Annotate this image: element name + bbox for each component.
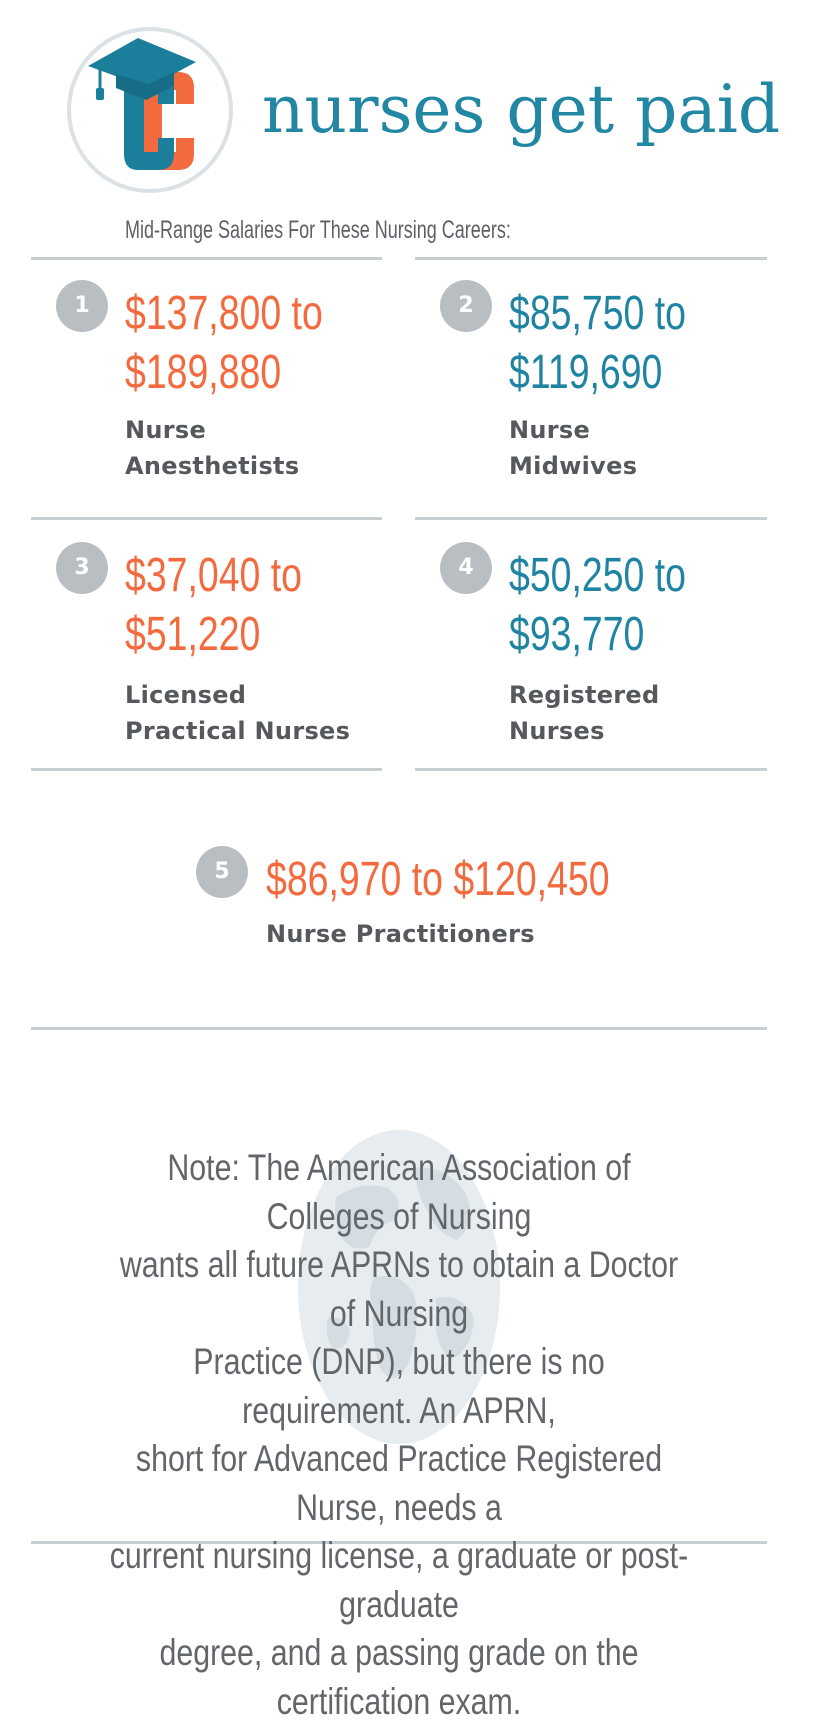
salary-range: $86,970 to $120,450 (266, 853, 610, 906)
career-title (509, 412, 637, 484)
career-title-line: Anesthetists (125, 452, 300, 480)
career-title-line: Midwives (509, 452, 638, 480)
career-title (125, 412, 299, 484)
career-card-5 (196, 846, 676, 966)
note-line: current nursing license, a graduate or post-graduate (109, 1535, 689, 1625)
note-line: Practice (DNP), but there is no requirement. An APRN, (193, 1341, 605, 1431)
divider-middle-right (415, 517, 767, 520)
page-subtitle: Mid-Range Salaries For These Nursing Careers: (125, 216, 511, 244)
rank-badge: 4 (440, 542, 492, 594)
salary-to: $51,220 (125, 608, 261, 661)
rank-badge: 3 (56, 542, 108, 594)
page-title: nurses get paid (262, 71, 781, 148)
salary-from: $137,800 to (125, 287, 323, 340)
career-title: Nurse Practitioners (266, 920, 535, 948)
career-title (509, 677, 660, 749)
salary-to: $119,690 (509, 346, 663, 399)
career-title (125, 677, 350, 749)
salary-range (509, 284, 790, 402)
salary-to: $93,770 (509, 608, 645, 661)
career-title-line: Nurses (509, 717, 605, 745)
career-card-1 (32, 260, 384, 490)
salary-from: $85,750 to (509, 287, 686, 340)
career-title-line: Nurse (509, 416, 591, 444)
career-card-2 (416, 260, 768, 490)
salary-from: $50,250 to (509, 549, 686, 602)
salary-range (509, 546, 790, 664)
salary-range (125, 284, 406, 402)
logo (66, 26, 234, 194)
career-card-4 (416, 522, 768, 752)
note-line: Note: The American Association of Colleges of Nursing (167, 1147, 631, 1237)
salary-to: $189,880 (125, 346, 282, 399)
rank-badge: 2 (440, 280, 492, 332)
career-title-line: Practical Nurses (125, 717, 351, 745)
note-paragraph (105, 1144, 694, 1726)
divider-lower-left (31, 768, 382, 771)
divider-lower-right (415, 768, 767, 771)
rank-badge: 5 (196, 846, 248, 898)
career-title-line: Licensed (125, 681, 247, 709)
note-line: wants all future APRNs to obtain a Doctor of Nursing (119, 1244, 679, 1334)
career-card-3 (32, 522, 384, 752)
career-title-line: Registered (509, 681, 660, 709)
salary-from: $37,040 to (125, 549, 302, 602)
note-line: short for Advanced Practice Registered Nurse, needs a (135, 1438, 663, 1528)
note-line: degree, and a passing grade on the certification exam. (159, 1632, 639, 1722)
salary-range (125, 546, 406, 664)
rank-badge: 1 (56, 280, 108, 332)
divider-middle-left (31, 517, 382, 520)
career-title-line: Nurse (125, 416, 207, 444)
divider-full-1 (31, 1027, 767, 1030)
